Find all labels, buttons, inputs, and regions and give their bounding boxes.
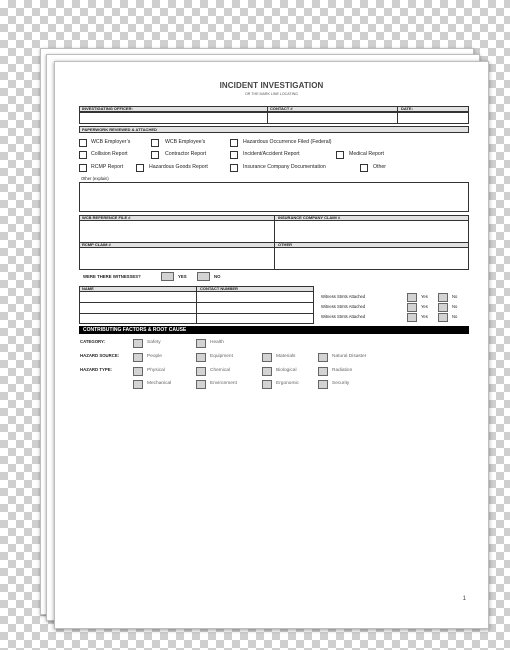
- witnesses-yes-checkbox[interactable]: [161, 272, 174, 281]
- investigating-officer-label: INVESTIGATING OFFICER:: [82, 106, 133, 111]
- contractor-report-label: Contractor Report: [165, 151, 207, 157]
- divider: [79, 313, 314, 314]
- wcb-employer-label: WCB Employer’s: [91, 139, 131, 145]
- type-biological-label: Biological: [276, 368, 297, 373]
- witness-stmt-no-label-1: No: [452, 294, 458, 299]
- type-physical-checkbox[interactable]: [133, 367, 143, 376]
- incident-report-checkbox[interactable]: [230, 151, 238, 159]
- witness-stmt-yes-label-3: Yes: [421, 314, 428, 319]
- category-health-checkbox[interactable]: [196, 339, 206, 348]
- wcb-employee-checkbox[interactable]: [151, 139, 159, 147]
- type-ergonomic-label: Ergonomic: [276, 381, 299, 386]
- contractor-report-checkbox[interactable]: [151, 151, 159, 159]
- other-explain-field[interactable]: [79, 182, 469, 212]
- witness-stmt-yes-label-2: Yes: [421, 304, 428, 309]
- hazardous-occurrence-label: Hazardous Occurrence Filed (Federal): [243, 139, 332, 145]
- type-chemical-label: Chemical: [210, 368, 230, 373]
- hazardous-goods-label: Hazardous Goods Report: [149, 164, 208, 170]
- type-mechanical-label: Mechanical: [147, 381, 172, 386]
- header-input-row[interactable]: [79, 112, 469, 124]
- source-equipment-checkbox[interactable]: [196, 353, 206, 362]
- source-materials-label: Materials: [276, 354, 296, 359]
- witness-stmt-yes-checkbox-3[interactable]: [407, 313, 417, 322]
- other-checkbox[interactable]: [360, 164, 368, 172]
- witness-stmt-label-3: Witness Stmts Attached: [321, 314, 366, 319]
- source-materials-checkbox[interactable]: [262, 353, 272, 362]
- witness-stmt-yes-checkbox-1[interactable]: [407, 293, 417, 302]
- category-health-label: Health: [210, 340, 224, 345]
- wcb-employer-checkbox[interactable]: [79, 139, 87, 147]
- witness-stmt-yes-label-1: Yes: [421, 294, 428, 299]
- type-security-label: Security: [332, 381, 350, 386]
- rcmp-claim-label: RCMP CLAIM #: [82, 242, 111, 247]
- insurance-docs-label: Insurance Company Documentation: [243, 164, 326, 170]
- medical-report-checkbox[interactable]: [336, 151, 344, 159]
- page-number: 1: [462, 596, 466, 602]
- type-chemical-checkbox[interactable]: [196, 367, 206, 376]
- divider: [196, 286, 197, 324]
- form-subtitle: OR THE MARK LINE LOCATING: [245, 92, 298, 96]
- witnesses-no-checkbox[interactable]: [197, 272, 210, 281]
- wcb-employee-label: WCB Employee’s: [165, 139, 206, 145]
- witness-name-header: NAME: [82, 286, 94, 291]
- source-natural-disaster-label: Natural Disaster: [332, 354, 367, 359]
- medical-report-label: Medical Report: [349, 151, 384, 157]
- insurance-claim-label: INSURANCE COMPANY CLAIM #: [278, 215, 341, 220]
- type-radiation-checkbox[interactable]: [318, 367, 328, 376]
- category-label: CATEGORY:: [80, 339, 105, 344]
- witness-stmt-no-checkbox-3[interactable]: [438, 313, 448, 322]
- divider: [274, 215, 275, 270]
- type-biological-checkbox[interactable]: [262, 367, 272, 376]
- contact-label: CONTACT #: [270, 106, 293, 111]
- form-page: [54, 61, 489, 629]
- divider: [79, 302, 314, 303]
- ref-other-label: OTHER: [278, 242, 292, 247]
- witnesses-question: WERE THERE WITNESSES?: [83, 274, 141, 279]
- other-explain-label: Other (explain): [81, 176, 109, 181]
- source-people-label: People: [147, 354, 162, 359]
- type-security-checkbox[interactable]: [318, 380, 328, 389]
- type-ergonomic-checkbox[interactable]: [262, 380, 272, 389]
- source-people-checkbox[interactable]: [133, 353, 143, 362]
- type-environment-label: Environment: [210, 381, 237, 386]
- hazardous-occurrence-checkbox[interactable]: [230, 139, 238, 147]
- type-environment-checkbox[interactable]: [196, 380, 206, 389]
- form-title: INCIDENT INVESTIGATION: [219, 81, 324, 90]
- collision-report-label: Collision Report: [91, 151, 128, 157]
- contributing-factors-bar: CONTRIBUTING FACTORS & ROOT CAUSE: [79, 326, 469, 334]
- source-equipment-label: Equipment: [210, 354, 233, 359]
- category-safety-checkbox[interactable]: [133, 339, 143, 348]
- hazard-source-label: HAZARD SOURCE:: [80, 353, 120, 358]
- insurance-docs-checkbox[interactable]: [230, 164, 238, 172]
- category-safety-label: Safety: [147, 340, 161, 345]
- witness-stmt-no-label-3: No: [452, 314, 458, 319]
- witness-stmt-no-label-2: No: [452, 304, 458, 309]
- witness-contact-header: CONTACT NUMBER: [200, 286, 238, 291]
- witnesses-yes-label: YES: [178, 274, 187, 279]
- witness-stmt-no-checkbox-2[interactable]: [438, 303, 448, 312]
- hazard-type-label: HAZARD TYPE:: [80, 367, 112, 372]
- incident-report-label: Incident/Accident Report: [243, 151, 300, 157]
- witnesses-no-label: NO: [214, 274, 221, 279]
- witness-stmt-label-1: Witness Stmts Attached: [321, 294, 366, 299]
- witness-stmt-no-checkbox-1[interactable]: [438, 293, 448, 302]
- date-label: DATE:: [401, 106, 413, 111]
- paperwork-title: PAPERWORK REVIEWED & ATTACHED: [82, 127, 157, 132]
- other-label: Other: [373, 164, 386, 170]
- hazardous-goods-checkbox[interactable]: [136, 164, 144, 172]
- type-physical-label: Physical: [147, 368, 165, 373]
- type-mechanical-checkbox[interactable]: [133, 380, 143, 389]
- witness-stmt-yes-checkbox-2[interactable]: [407, 303, 417, 312]
- witness-stmt-label-2: Witness Stmts Attached: [321, 304, 366, 309]
- source-natural-disaster-checkbox[interactable]: [318, 353, 328, 362]
- rcmp-report-label: RCMP Report: [91, 164, 124, 170]
- rcmp-report-checkbox[interactable]: [79, 164, 87, 172]
- wcb-reference-label: WCB REFERENCE FILE #: [82, 215, 131, 220]
- collision-report-checkbox[interactable]: [79, 151, 87, 159]
- type-radiation-label: Radiation: [332, 368, 353, 373]
